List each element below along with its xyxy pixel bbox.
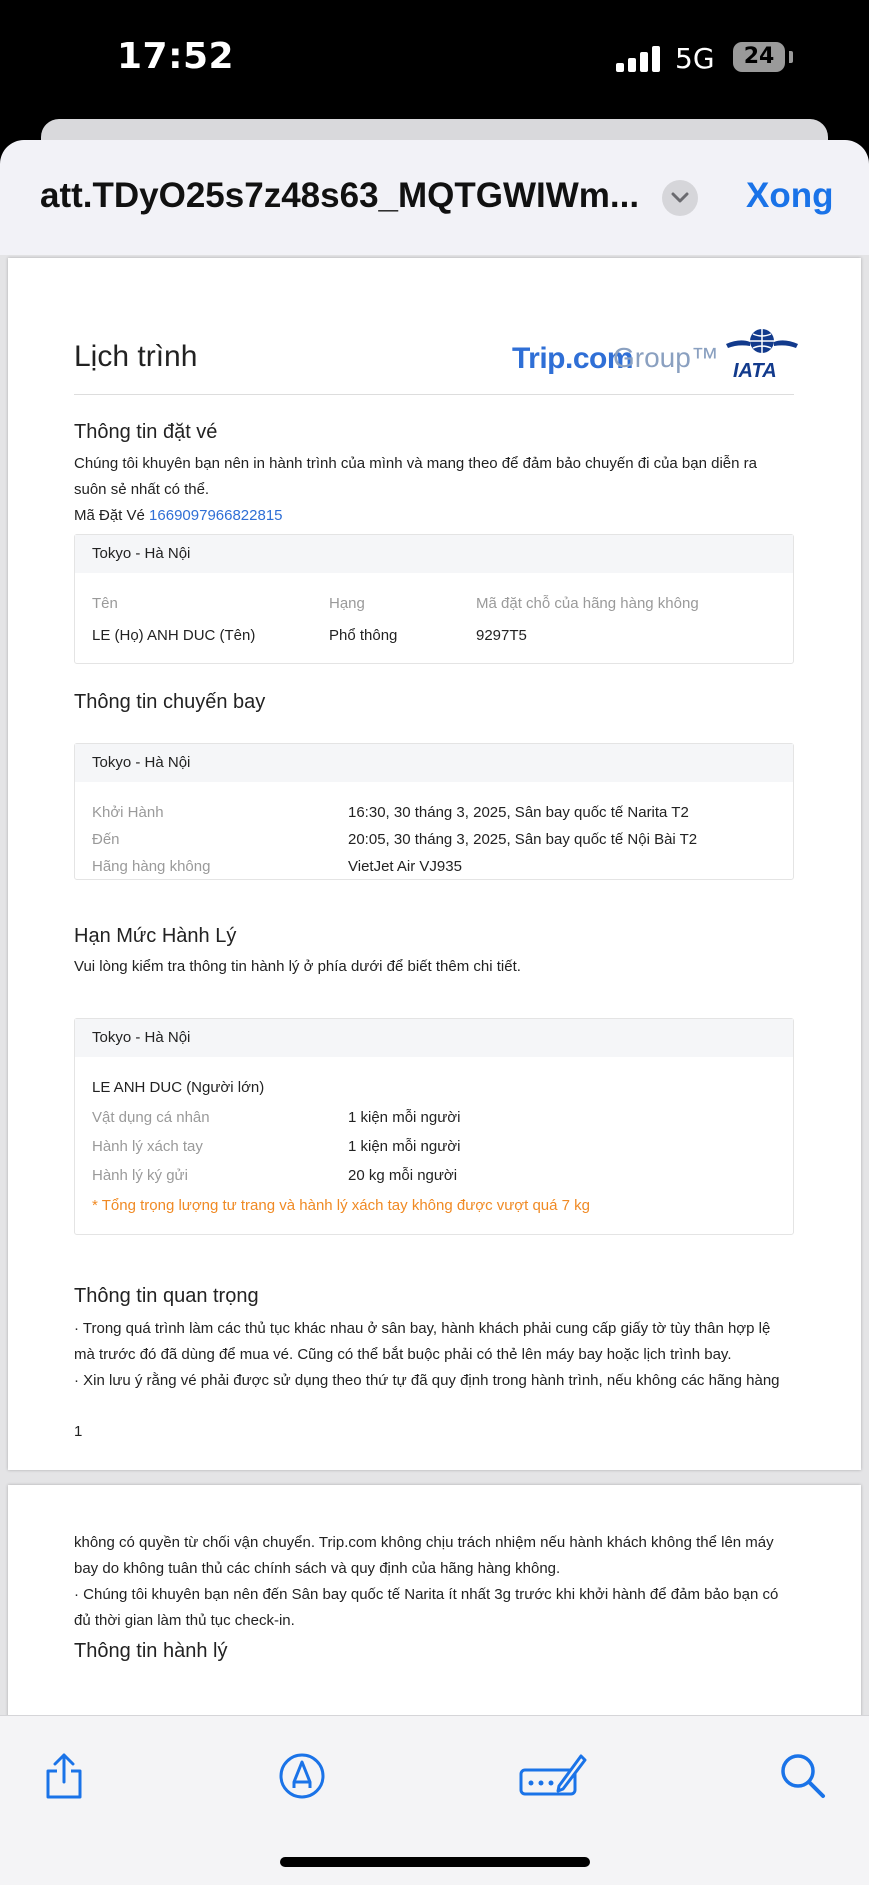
cellular-signal-icon [616,46,660,72]
home-indicator[interactable] [280,1857,590,1867]
col-class-label: Hạng [329,595,365,612]
page2-line: bay do không tuân thủ các chính sách và quy định của hãng hàng không. [74,1560,561,1577]
baggage-warning: * Tổng trọng lượng tư trang và hành lý xách tay không được vượt quá 7 kg [92,1197,591,1214]
baggage-passenger: LE ANH DUC (Người lớn) [92,1079,265,1096]
iata-logo-text: IATA [733,360,777,382]
personal-item-value: 1 kiện mỗi người [348,1109,461,1126]
page2-line: · Chúng tôi khuyên bạn nên đến Sân bay quốc tế Narita ít nhất 3g trước khi khởi hành để đảm bảo bạn có [74,1586,779,1603]
file-title: att.TDyO25s7z48s63_MQTGWIWm... [40,176,640,215]
checked-bag-label: Hành lý ký gửi [92,1167,188,1184]
booking-card [74,534,794,664]
card-route: Tokyo - Hà Nội [75,744,793,782]
departure-label: Khởi Hành [92,804,164,821]
fare-class: Phổ thông [329,627,398,644]
arrival-value: 20:05, 30 tháng 3, 2025, Sân bay quốc tế Nội Bài T2 [348,831,698,848]
document-sheet [0,140,869,1884]
baggage-info-section-title: Thông tin hành lý [74,1640,228,1662]
page-heading: Lịch trình [74,340,198,373]
booking-code [74,503,794,529]
col-pnr-label: Mã đặt chỗ của hãng hàng không [476,595,699,612]
important-line: · Xin lưu ý rằng vé phải được sử dụng theo thứ tự đã quy định trong hành trình, nếu không các hãng hàng [74,1372,780,1389]
battery-tip [789,51,793,63]
network-type: 5G [675,42,715,75]
airline-value: VietJet Air VJ935 [348,858,462,875]
booking-advice-line: Chúng tôi khuyên bạn nên in hành trình của mình và mang theo để đảm bảo chuyến đi của bạn diễn ra [74,455,757,472]
done-button[interactable]: Xong [746,176,834,215]
departure-value: 16:30, 30 tháng 3, 2025, Sân bay quốc tế Narita T2 [348,804,689,821]
page2-line: không có quyền từ chối vận chuyển. Trip.com không chịu trách nhiệm nếu hành khách không thể lên máy [74,1534,774,1551]
baggage-note: Vui lòng kiểm tra thông tin hành lý ở phía dưới để biết thêm chi tiết. [74,958,521,975]
airline-label: Hãng hàng không [92,858,211,875]
battery-icon: 24 [733,42,785,72]
important-section-title: Thông tin quan trọng [74,1285,259,1307]
passenger-name: LE (Họ) ANH DUC (Tên) [92,627,256,644]
divider [74,394,794,395]
card-route: Tokyo - Hà Nội [75,535,793,573]
flight-section-title: Thông tin chuyến bay [74,691,266,713]
booking-code-link[interactable]: 1669097966822815 [149,507,283,524]
trip-logo-group: Group™ [613,342,719,373]
baggage-card [74,1018,794,1235]
booking-advice-line: suôn sẻ nhất có thể. [74,481,210,498]
important-line: mà trước đó đã dùng để mua vé. Cũng có thể bắt buộc phải có thẻ lên máy bay hoặc lịch trình bay. [74,1346,732,1363]
iata-globe-icon [726,328,798,362]
personal-item-label: Vật dụng cá nhân [92,1109,210,1126]
chevron-down-icon[interactable] [662,180,698,216]
card-route: Tokyo - Hà Nội [75,1019,793,1057]
important-text [74,1316,794,1394]
page2-line: đủ thời gian làm thủ tục check-in. [74,1612,295,1629]
document-viewer[interactable] [0,255,869,1855]
booking-section-title: Thông tin đặt vé [74,421,218,443]
carry-on-value: 1 kiện mỗi người [348,1138,461,1155]
important-line: · Trong quá trình làm các thủ tục khác nhau ở sân bay, hành khách phải cung cấp giấy tờ tùy thân hợp lệ [74,1320,771,1337]
col-name-label: Tên [92,595,118,612]
share-icon[interactable] [44,1752,84,1800]
page-number: 1 [74,1423,83,1440]
page2-text [74,1530,794,1634]
booking-code-label: Mã Đặt Vé [74,507,145,524]
booking-advice [74,451,794,529]
baggage-section-title: Hạn Mức Hành Lý [74,925,237,947]
checked-bag-value: 20 kg mỗi người [348,1167,458,1184]
search-icon[interactable] [779,1752,827,1800]
airline-pnr: 9297T5 [476,627,527,644]
flight-card [74,743,794,880]
markup-icon[interactable] [278,1752,326,1800]
trip-logo: Trip.com [512,342,634,375]
status-bar [0,0,869,120]
fill-sign-icon[interactable] [519,1752,587,1800]
arrival-label: Đến [92,831,120,848]
carry-on-label: Hành lý xách tay [92,1138,203,1155]
clock: 17:52 [117,36,235,77]
pdf-page-1 [8,258,861,1470]
